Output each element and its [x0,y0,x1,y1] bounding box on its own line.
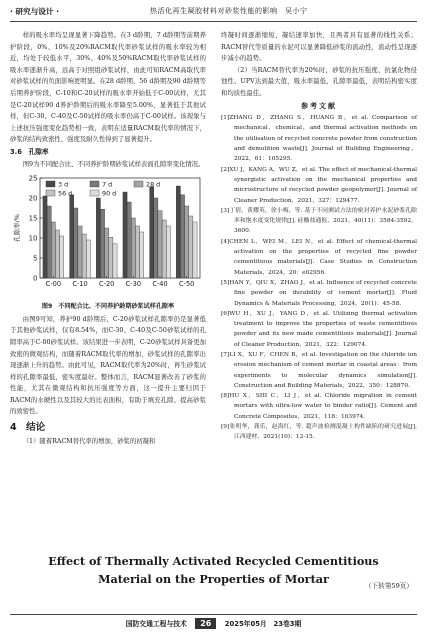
section-heading-conclusion: 4 结论 [10,422,46,434]
bar [113,244,117,278]
porosity-bar-chart [10,170,206,300]
legend-swatch [46,181,55,187]
bar [70,195,74,278]
bar [185,206,189,278]
x-tick-label: C-40 [152,280,168,289]
bar [127,202,131,278]
y-tick-label: 25 [28,174,38,183]
header-rule [10,21,417,22]
paragraph-porosity-analysis: 由图9可知，养护90 d龄期后，C-20砂浆试样孔隙率仍是显著低于其他砂浆试样，仅有8.54%，而C-30、C-40及C-50砂浆试样的孔隙率高于C-00砂浆试样。该结果进一步表明，C-20砂浆试样具备更加致密的微观结构，而随着RACM取代率的增加，砂浆试样的孔隙率出现逐渐上升的趋势。由此可见，RACM取代率为20%时，再生砂浆试样的孔隙率最低，密实度最好。整体而言，RACM显著改善了砂浆的性能，尤其在微观结构和抗压强度等方面，这一提升主要归因于RACM的水硬性以及其较大的比表面积，有助于填充孔隙、提高砂浆的致密性。 [10,315,206,416]
bar [51,222,55,278]
x-tick-label: C-00 [45,280,62,289]
bar [135,226,139,278]
english-title [10,552,417,588]
bar [74,208,78,278]
running-title: 热活化再生凝胶材料对砂浆性能的影响 吴小宁 [150,7,308,15]
y-axis-label: 孔隙率/% [13,214,21,243]
journal-name: 国防交通工程与技术 [125,620,187,628]
figure-caption: 图9 不同配合比、不同养护龄期砂浆试样孔隙率 [41,303,175,311]
legend-label: 56 d [58,189,73,198]
paragraph-water-absorption: 样的吸水率均呈现显著下降趋势。在3 d龄期、7 d龄期等前期养护阶段，0%、10%及20%RACM取代率砂浆试样的吸水率较为相近，均处于较低水平，30%、40%及50%RACM取代率砂浆试样的吸水率逐渐升高，远高于对照组砂浆试样，由此可知RACM高取代率对砂浆试样的负面影响更明显。在28 d龄期、56 d龄期及90 d龄期等后期养护阶段，C-10和C-20试样的吸水率开始低于C-00试样，尤其是C-20试样90 d养护龄期后的吸水率降至5.00%，显著低于其他试样，但C-30、C-40及C-50试样的吸水率仍高于C-00试样。该现象与上述抗压强度变化趋势相一致，表明在适量RACM取代率的情况下，砂浆的结构致密性、强度及耐久性得到了显著提升。 [10,32,206,144]
issue-info: 2025年05月 23卷3期 [224,620,302,628]
english-title-line-2: Material on the Properties of Mortar [98,572,329,586]
bar [162,220,166,278]
bar [47,206,51,278]
bar [154,198,158,278]
reference-item: [9]张明华，龚乐，赵海红，等. 超声波检测混凝土构件缺陷的研究进展[J]. 江西建材，2021(10)：12-15. [221,424,417,441]
bar [131,218,135,278]
footer-rule [10,614,417,615]
bar [189,216,193,278]
reference-item: [7]LI X，XU F，CHEN B，et al. Investigation on the chloride ion erosion mechanism of cement mortar in coastal areas：from experiments to molecular dynamics simulation[J]. Construction and Building Materials，2022，350：128870. [221,351,417,389]
bar [176,186,180,278]
section-tag: · 研究与设计 · [10,7,60,16]
reference-item: [6]WU H，XU J，YANG D，et al. Utilizing thermal activation treatment to improve the properties of waste cementitious powder and its new made cementitious materials[J]. Journal of Cleaner Production，2021，322：129074. [221,310,417,348]
bar [100,209,104,278]
reference-item: [8]HU X，SHI C，LI J，et al. Chloride migration in cement mortars with ultra-low water to binder ratio[J]. Cement and Concrete Composites，2021，118：103974. [221,393,417,420]
legend-label: 7 d [102,180,113,189]
bar [55,230,59,278]
page-footer [0,618,427,629]
bar [150,187,154,278]
english-title-line-1: Effect of Thermally Activated Recycled Cementitious [48,554,379,568]
y-tick-label: 0 [33,274,38,283]
legend-label: 28 d [146,180,161,189]
reference-list [221,113,417,443]
reference-item: [5]HAN Y，QIU X，ZHAO J，et al. Influence of recycled concrete fine powder on durability of cement mortar[J]. Fluid Dynamics & Materials Processing，2024，20(1)：45-58. [221,279,417,307]
bar [60,236,64,278]
reference-item: [1]ZHANG D，ZHANG S，HUANG B，et al. Comparison of mechanical，chemical，and thermal activation methods on the utilisation of recycled concrete powder from construction and demolition waste[J]. Journal of Building Engineering，2022，61：105295. [221,115,417,163]
legend-label: 90 d [102,189,117,198]
x-tick-label: C-10 [72,280,88,289]
bar [105,228,109,278]
bar [109,237,113,278]
y-tick-label: 20 [28,194,38,203]
bar [82,234,86,278]
legend-swatch [90,181,99,187]
bar [140,232,144,278]
bar [86,240,90,278]
paragraph-figure-intro: 图9为不同配合比、不同养护龄期砂浆试样表面孔隙率变化情况。 [22,160,205,168]
page-header [0,0,427,24]
y-tick-label: 15 [28,214,38,223]
bar [43,196,47,278]
reference-item: [3]丁倩，黄耀英，徐小梅，等. 基于不同测试方法的密封养护水泥砂浆孔隙率和饱水度变化规律[J]. 硅酸盐通报，2021，40(11)：3584-3592，3600. [221,207,417,235]
left-column [10,30,206,447]
reference-item: [2]XU J，KANG A，WU Z，et al. The effect of mechanical-thermal synergistic activation on the mechanical properties and microstructure of recycled powder geopolymer[J]. Journal of Cleaner Production，2021，327：129477. [221,166,417,204]
bar [166,226,170,278]
x-tick-label: C-20 [98,280,115,289]
references-title: 参考文献 [301,101,337,110]
right-column [221,30,417,443]
y-tick-label: 5 [33,254,38,263]
paragraph-conclusion-1: （1）随着RACM替代率的增加，砂浆的初凝和 [22,437,156,445]
bar [158,211,162,278]
legend-swatch [134,181,143,187]
x-tick-label: C-50 [178,280,195,289]
continued-note: （下转第59页） [365,582,413,590]
bar [193,222,197,278]
section-heading-porosity: 3.6 孔隙率 [10,147,49,156]
bar [180,195,184,278]
paragraph-conclusion-2: （2）当RACM替代率为20%时，砂浆的抗压强度、抗氯化物侵蚀性、UPV达到最大值，吸水率最低，孔隙率最低，表明结构密实度和均质性最佳。 [221,66,417,97]
y-tick-label: 10 [28,234,38,243]
legend-swatch [90,190,99,196]
paragraph-conclusion-1-cont: 终凝时间逐渐缩短，凝结速率加快，且两者具有显著的线性关系；RACM替代等质量的水泥可以显著降低砂浆的流动性，流动性呈现逐步减小的趋势。 [221,32,417,63]
porosity-chart [10,170,206,300]
bar [96,198,100,278]
bar [123,192,127,278]
reference-item: [4]CHEN L，WEI M，LEI N，et al. Effect of chemical-thermal activation on the properties of recycled fine powder cementitious materials[J]. Case Studies in Construction Materials，2024，20：e02956. [221,238,417,276]
legend-swatch [46,190,55,196]
x-tick-label: C-30 [125,280,142,289]
legend-label: 3 d [58,180,69,189]
page-number: 26 [195,618,216,629]
bar [78,226,82,278]
